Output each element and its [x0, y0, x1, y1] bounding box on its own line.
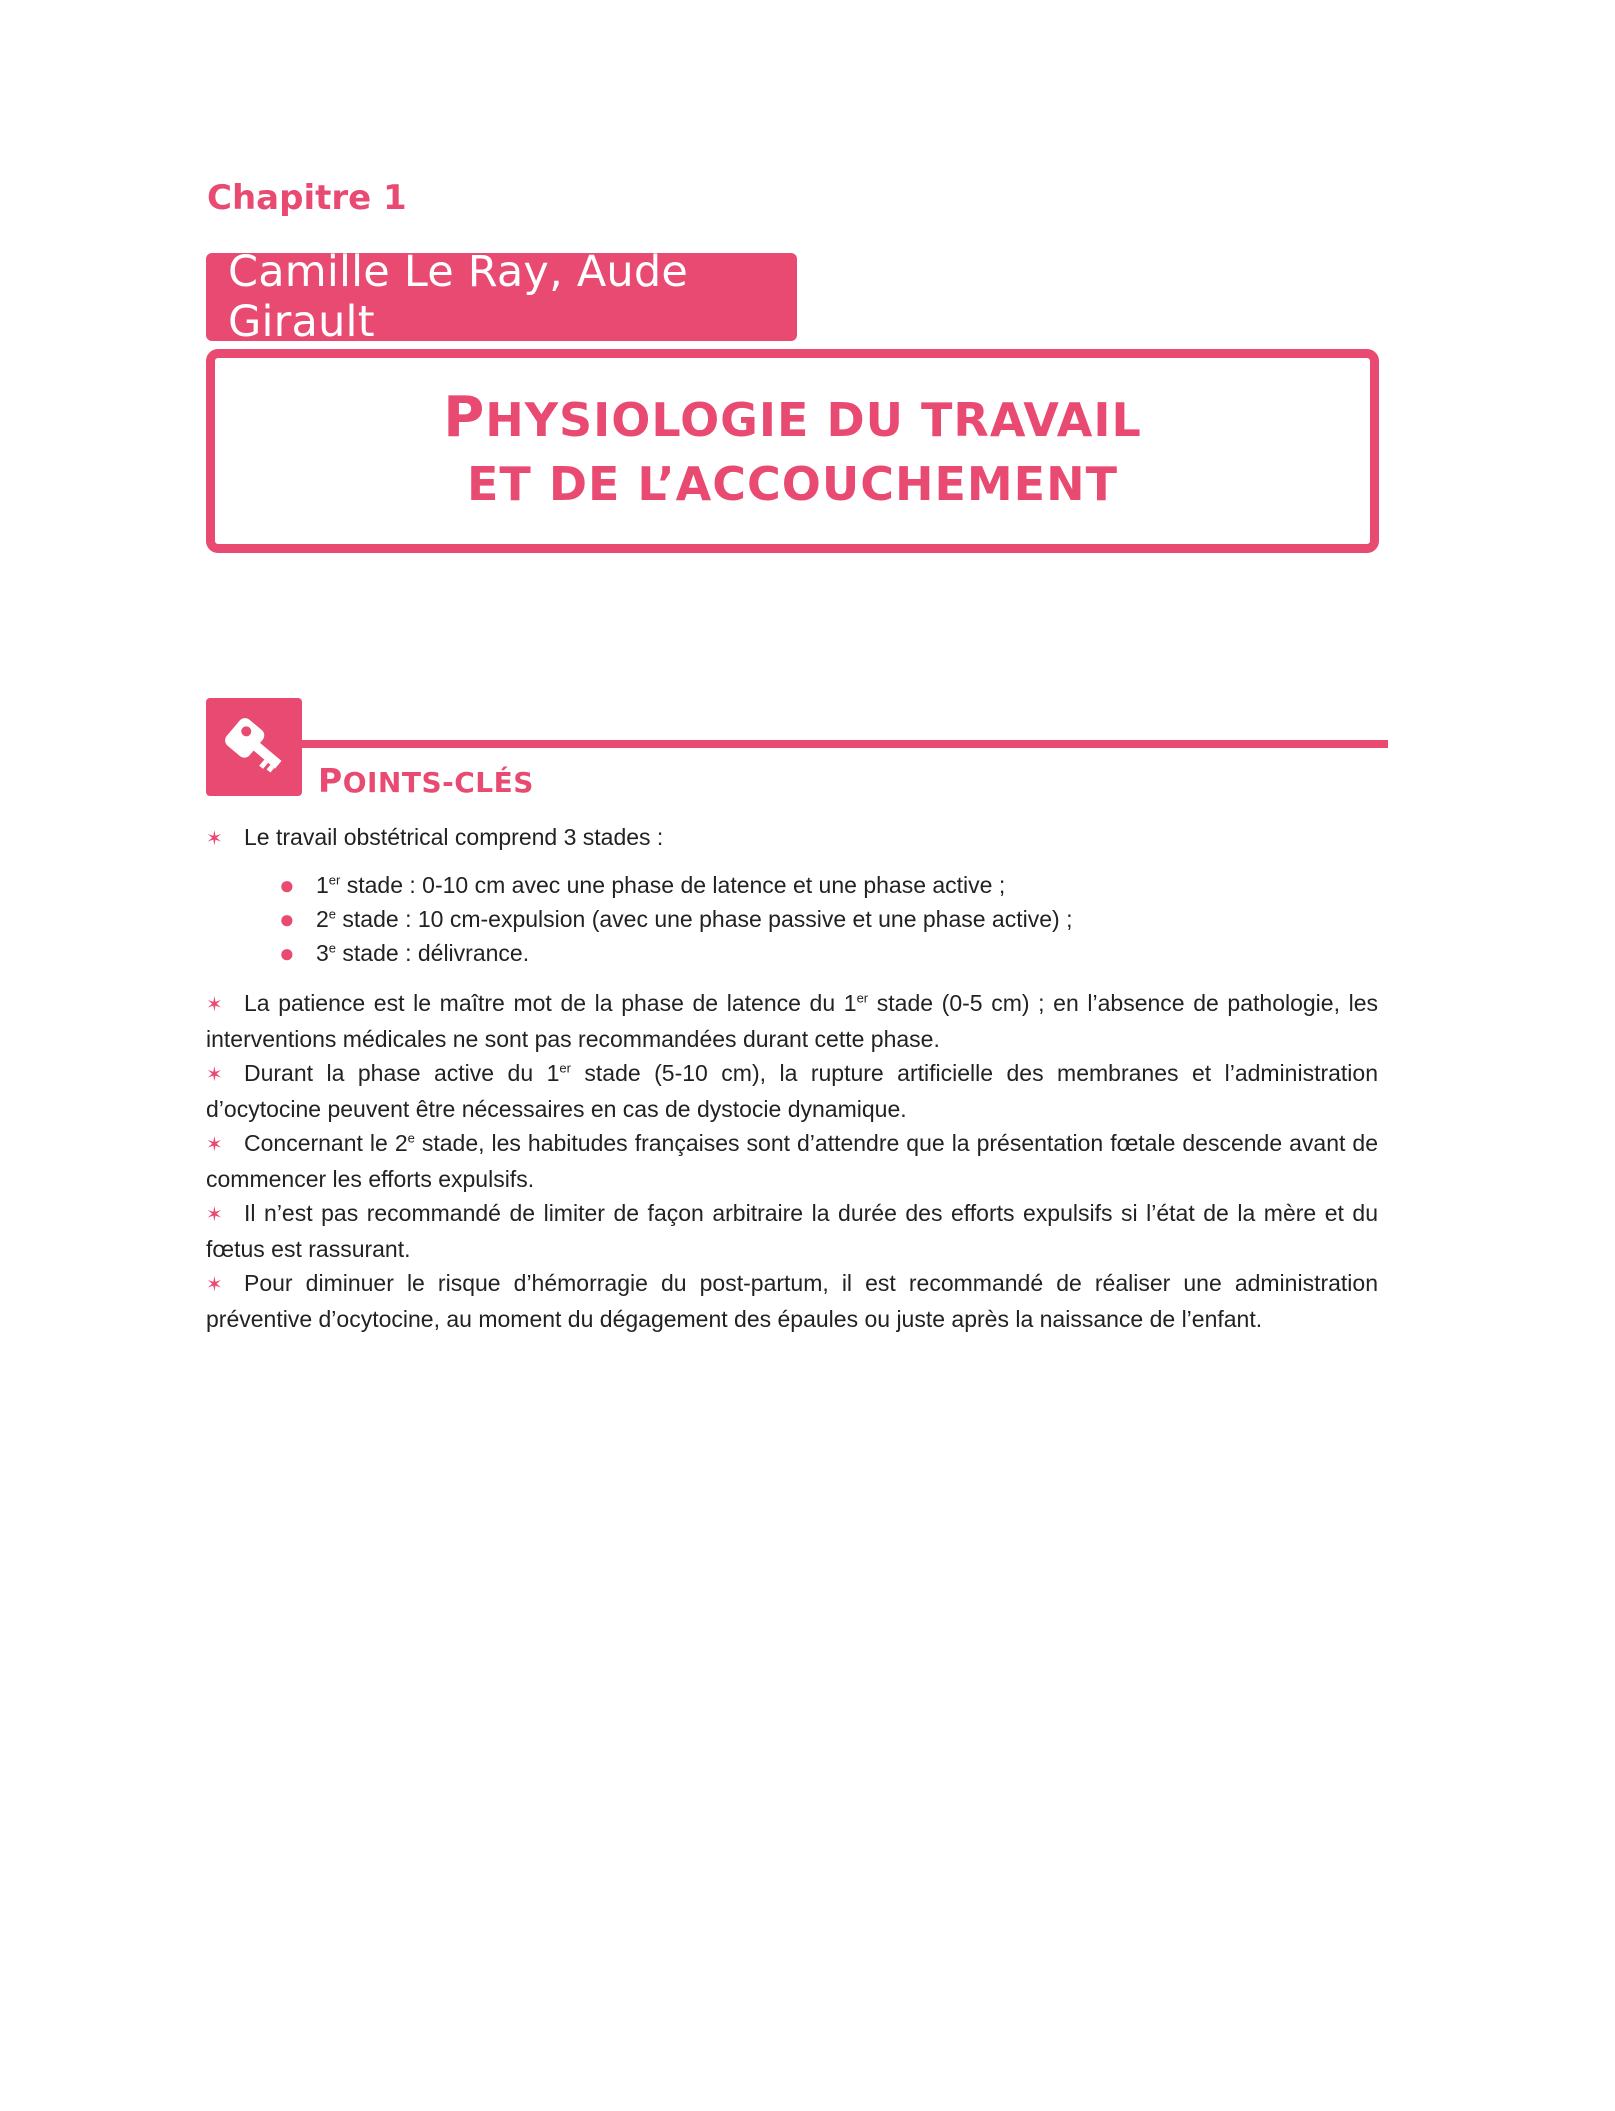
chapter-title-line-1	[443, 386, 1142, 452]
star-bullet-icon: ✶	[206, 1204, 223, 1226]
list-item: ● 2e stade : 10 cm-expulsion (avec une phase passive et une phase active) ;	[279, 904, 1073, 934]
key-point: ✶ Concernant le 2e stade, les habitudes françaises sont d’attendre que la présentation fœtale descende avant de commencer les efforts expulsifs.	[206, 1130, 1378, 1192]
key-point: ✶ La patience est le maître mot de la phase de latence du 1er stade (0-5 cm) ; en l’absence de pathologie, les interventions médicales ne sont pas recommandées durant cette phase.	[206, 990, 1379, 1052]
title-initial: P	[443, 385, 486, 450]
key-badge	[206, 698, 302, 796]
section-rule	[302, 740, 1388, 748]
section-title	[318, 761, 534, 800]
authors-text: Camille Le Ray, Aude Girault	[228, 247, 689, 347]
key-icon	[214, 707, 294, 787]
dot-bullet-icon: ●	[279, 870, 295, 900]
star-bullet-icon: ✶	[206, 1064, 223, 1086]
title-rest: HYSIOLOGIE DU TRAVAIL	[485, 393, 1142, 447]
chapter-title-line-2: ET DE L’ACCOUCHEMENT	[467, 457, 1118, 511]
authors-banner	[206, 247, 797, 347]
key-point: ✶ Il n’est pas recommandé de limiter de façon arbitraire la durée des efforts expulsifs si l’état de la mère et du fœtus est rassurant.	[206, 1200, 1378, 1262]
star-bullet-icon: ✶	[206, 1274, 223, 1296]
key-point: ✶ Durant la phase active du 1er stade (5-10 cm), la rupture artificielle des membranes et l’administration d’ocytocine peuvent être nécessaires en cas de dystocie dynamique.	[206, 1060, 1378, 1122]
key-point: ✶ Le travail obstétrical comprend 3 stades :	[206, 820, 1378, 856]
dot-bullet-icon: ●	[279, 938, 295, 968]
section-title-initial: P	[318, 761, 343, 800]
key-points	[206, 820, 1378, 1336]
list-item: ● 3e stade : délivrance.	[279, 938, 530, 968]
key-point: ✶ Pour diminuer le risque d’hémorragie du post-partum, il est recommandé de réaliser une administration préventive d’ocytocine, au moment du dégagement des épaules ou juste après la naissance de l’enfant.	[206, 1270, 1378, 1332]
list-item: ● 1er stade : 0-10 cm avec une phase de latence et une phase active ;	[279, 870, 1006, 900]
star-bullet-icon: ✶	[206, 994, 223, 1016]
stage-list	[206, 868, 1378, 970]
star-bullet-icon: ✶	[206, 828, 223, 850]
dot-bullet-icon: ●	[279, 904, 295, 934]
star-bullet-icon: ✶	[206, 1134, 223, 1156]
chapter-title-box	[206, 349, 1379, 553]
section-title-rest: OINTS-CLÉS	[342, 766, 534, 799]
chapter-label: Chapitre 1	[207, 178, 407, 218]
